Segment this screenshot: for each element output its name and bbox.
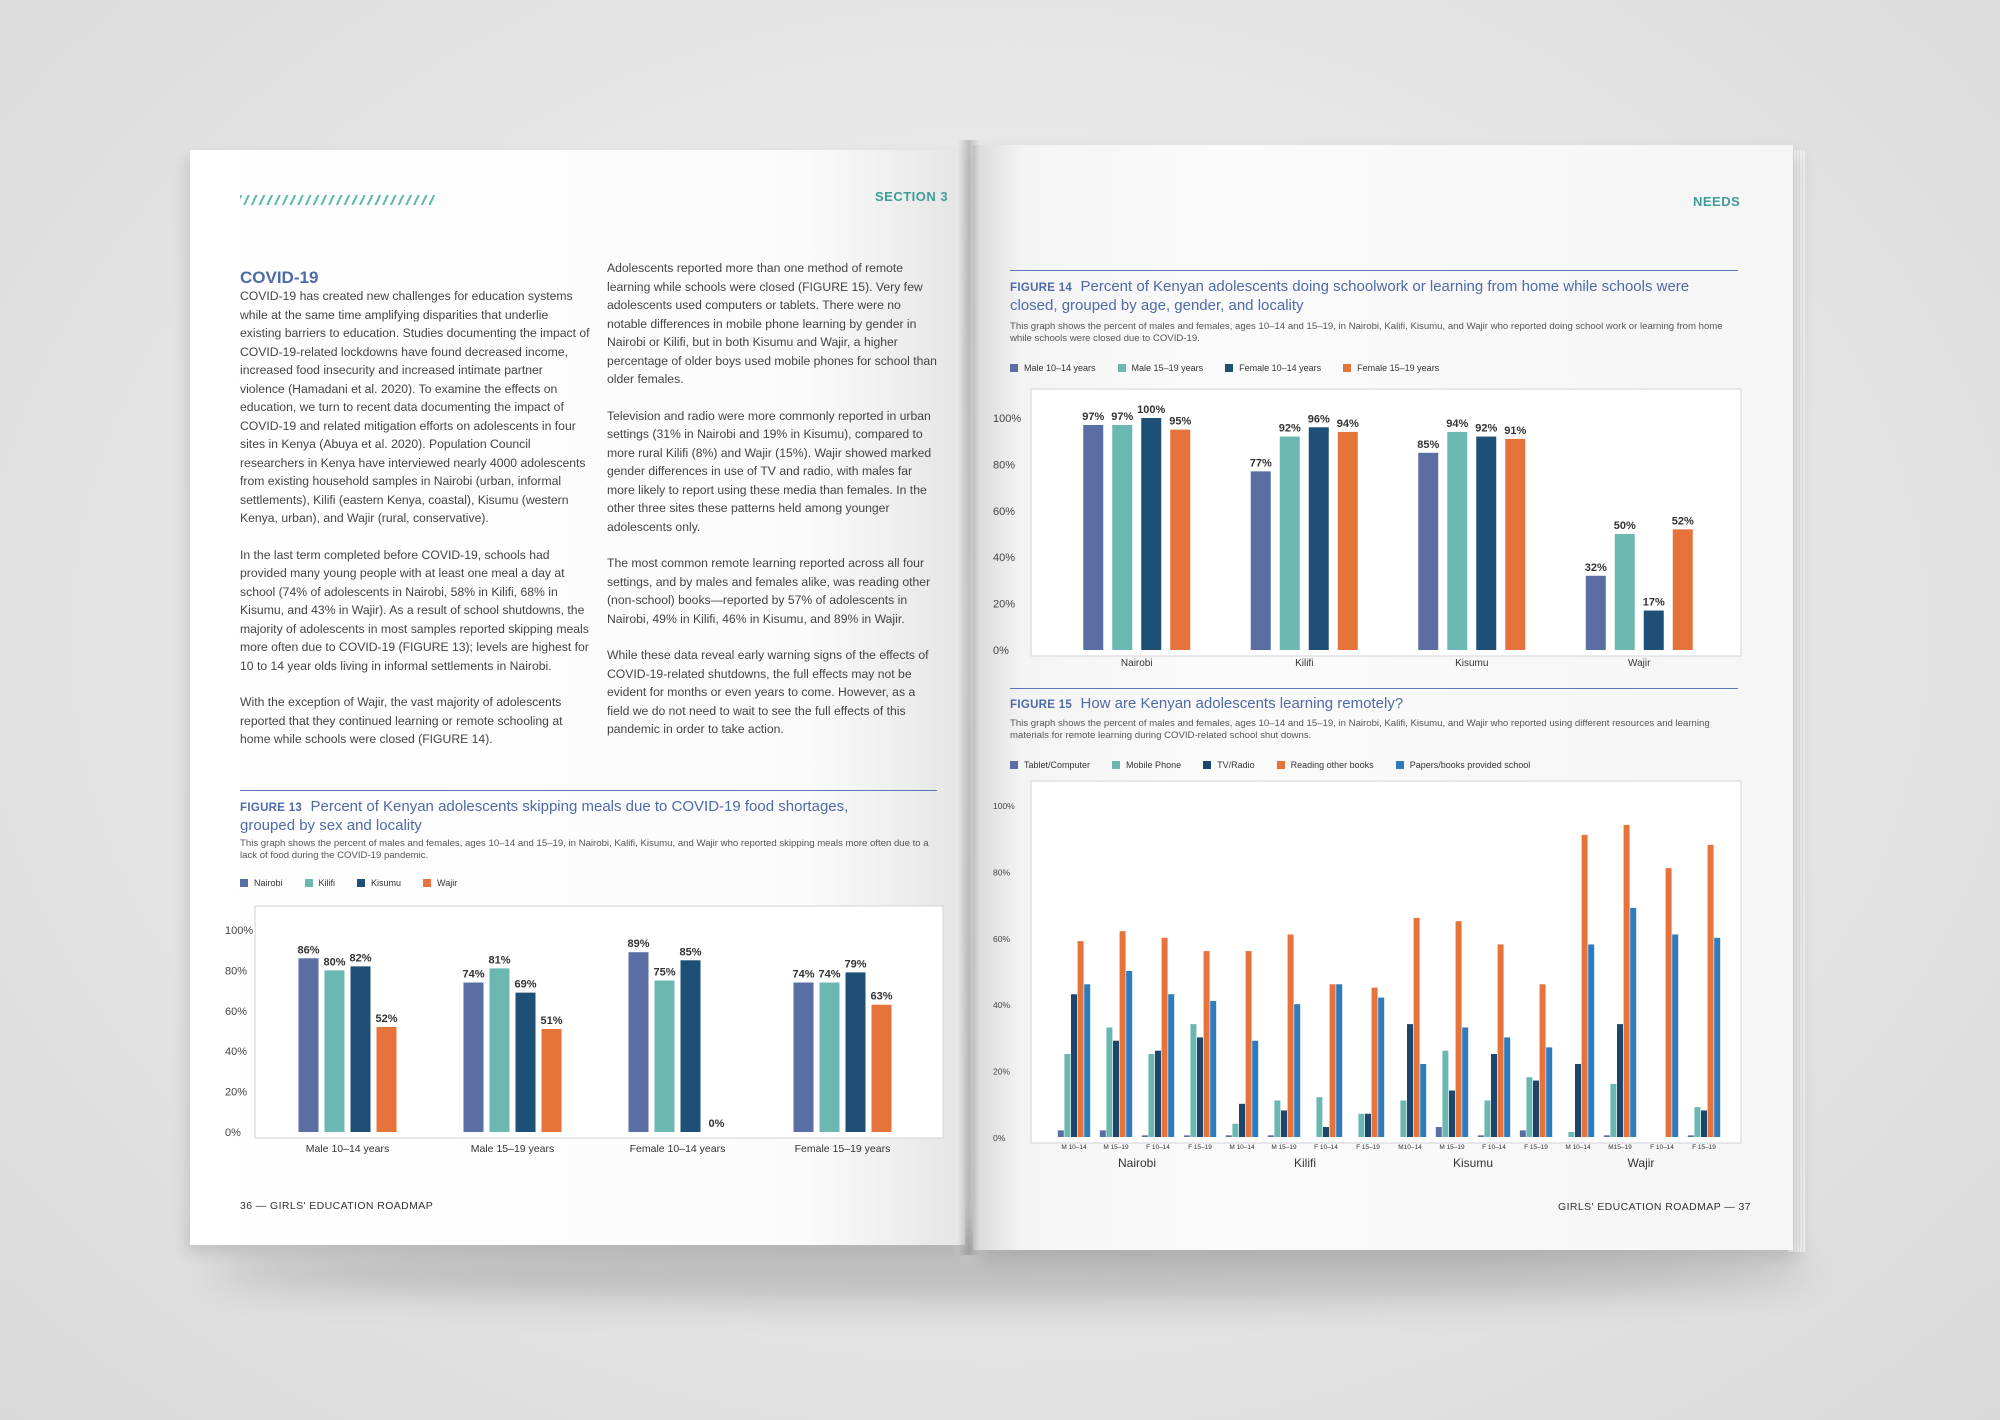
figure-divider bbox=[240, 790, 937, 791]
data-label: 85% bbox=[1417, 438, 1440, 451]
figure13-legend bbox=[240, 878, 457, 888]
legend-label: Kisumu bbox=[371, 878, 402, 888]
bar-mobile-phone-m-10-14 bbox=[1064, 1054, 1070, 1137]
bar-tablet-computer-m-10-14 bbox=[1226, 1135, 1232, 1137]
bar-nairobi-male-15-19-years bbox=[464, 983, 484, 1132]
bar-reading-other-books-f-15-19 bbox=[1204, 951, 1210, 1137]
category-label: F 10–14 bbox=[1146, 1144, 1170, 1151]
book-gutter bbox=[958, 140, 980, 1255]
bar-tablet-computer-f-15-19 bbox=[1184, 1135, 1190, 1137]
legend-item-papers-books-provided-school bbox=[1396, 760, 1531, 770]
left-footer: 36 — GIRLS' EDUCATION ROADMAP bbox=[240, 1200, 434, 1212]
data-label: 95% bbox=[1169, 415, 1192, 428]
category-label: M10–14 bbox=[1398, 1144, 1422, 1151]
data-label: 74% bbox=[818, 968, 841, 981]
data-label: 69% bbox=[514, 978, 537, 991]
figure13-description: This graph shows the percent of males and females, ages 10–14 and 15–19, in Nairobi, Kalifi, Kisumu, and Wajir who reported skipping meals more often due to a lack of food during the COVID-19 pandemic. bbox=[240, 838, 929, 861]
figure14-description: This graph shows the percent of males and females, ages 10–14 and 15–19, in Nairobi, Kalifi, Kisumu, and Wajir who reported doing school work or learning from home while schools were closed due to COVID-19. bbox=[1010, 321, 1723, 344]
bar-reading-other-books-m-15-19 bbox=[1288, 934, 1294, 1137]
bar-reading-other-books-f-15-19 bbox=[1372, 988, 1378, 1137]
bar-reading-other-books-m-15-19 bbox=[1120, 931, 1126, 1137]
bar-tv-radio-m-15-19 bbox=[1113, 1041, 1119, 1137]
bar-mobile-phone-f-10-14 bbox=[1316, 1097, 1322, 1137]
y-tick-label: 0% bbox=[225, 1127, 241, 1139]
legend-label: Kilifi bbox=[318, 878, 336, 888]
category-label: Male 10–14 years bbox=[305, 1143, 390, 1155]
paragraph: COVID-19 has created new challenges for education systems while at the same time amplifying disparities that underlie existing barriers to education. Studies documenting the impact of COVID-19-related lockdowns have found decreased income, increased food insecurity and increased intimate partner violence (Hamadani et al. 2020). To examine the effects on education, we turn to recent data documenting the impact of COVID-19 and related mitigation efforts on adolescents in four sites in Kenya (Abuya et al. 2020). Population Council researchers in Kenya have interviewed nearly 4000 adolescents from existing household samples in Nairobi (urban, informal settlements), Kilifi (eastern Kenya, coastal), Kisumu (western Kenya, urban), and Wajir (rural, conservative). bbox=[240, 289, 590, 525]
decorative-hatch bbox=[240, 195, 435, 205]
legend-item-kisumu bbox=[357, 878, 401, 888]
bar-mobile-phone-m-15-19 bbox=[1274, 1100, 1280, 1137]
figure-label: FIGURE 14 bbox=[1010, 282, 1073, 294]
paragraph: In the last term completed before COVID-19, schools had provided many young people with at least one meal a day at school (74% of adolescents in Nairobi, 58% in Kilifi, 68% in Kisumu, and 43% in Wajir). As a result of school shutdowns, the majority of adolescents in most samples reported skipping meals more often due to COVID-19 (FIGURE 13); levels are highest for 10 to 14 year olds living in informal settlements in Nairobi. bbox=[240, 547, 589, 673]
legend-label: Reading other books bbox=[1290, 760, 1374, 770]
bar-female-10-14-years-kisumu bbox=[1476, 437, 1496, 650]
figure-divider bbox=[1010, 688, 1738, 689]
bar-kisumu-male-10-14-years bbox=[351, 966, 371, 1132]
legend-swatch bbox=[1203, 761, 1211, 769]
figure14-legend bbox=[1010, 363, 1439, 373]
bar-papers-books-provided-school-f-15-19 bbox=[1714, 938, 1720, 1137]
legend-swatch bbox=[1010, 364, 1018, 372]
data-label: 91% bbox=[1504, 424, 1527, 437]
bar-mobile-phone-f-15-19 bbox=[1190, 1024, 1196, 1137]
legend-swatch bbox=[423, 879, 431, 887]
bar-male-10-14-years-kisumu bbox=[1418, 453, 1438, 650]
bar-mobile-phone-f-15-19 bbox=[1358, 1114, 1364, 1137]
category-label: M 15–19 bbox=[1103, 1144, 1129, 1151]
bar-papers-books-provided-school-m-10-14 bbox=[1588, 944, 1594, 1137]
bar-reading-other-books-m-10-14 bbox=[1582, 835, 1588, 1137]
category-label: M 10–14 bbox=[1061, 1144, 1087, 1151]
bar-wajir-male-10-14-years bbox=[377, 1027, 397, 1132]
y-tick-label: 60% bbox=[993, 933, 1011, 944]
category-label: M 10–14 bbox=[1565, 1144, 1591, 1151]
bar-papers-books-provided-school-m-10-14 bbox=[1084, 984, 1090, 1137]
left-column-text bbox=[240, 287, 590, 767]
bar-male-10-14-years-kilifi bbox=[1251, 471, 1271, 650]
legend-item-reading-other-books bbox=[1277, 760, 1374, 770]
bar-reading-other-books-f-15-19 bbox=[1540, 984, 1546, 1137]
bar-tv-radio-f-15-19 bbox=[1365, 1114, 1371, 1137]
group-label: Kilifi bbox=[1293, 1156, 1317, 1170]
data-label: 79% bbox=[844, 958, 867, 971]
legend-item-female-10-14-years bbox=[1225, 363, 1321, 373]
bar-kisumu-female-10-14-years bbox=[681, 960, 701, 1132]
bar-male-15-19-years-nairobi bbox=[1112, 425, 1132, 650]
bar-female-10-14-years-wajir bbox=[1644, 611, 1664, 650]
bar-tv-radio-m-10-14 bbox=[1071, 994, 1077, 1137]
legend-item-wajir bbox=[423, 878, 457, 888]
category-label: Female 15–19 years bbox=[794, 1143, 891, 1155]
legend-swatch bbox=[1277, 761, 1285, 769]
covid-heading: COVID-19 bbox=[240, 268, 319, 287]
legend-label: Male 15–19 years bbox=[1131, 363, 1204, 373]
figure-label: FIGURE 13 bbox=[240, 802, 303, 814]
bar-wajir-male-15-19-years bbox=[542, 1029, 562, 1132]
y-tick-label: 0% bbox=[993, 1133, 1006, 1143]
data-label: 92% bbox=[1475, 422, 1498, 435]
bar-mobile-phone-f-10-14 bbox=[1148, 1054, 1154, 1137]
legend-swatch bbox=[1343, 364, 1351, 372]
data-label: 80% bbox=[323, 956, 346, 969]
bar-reading-other-books-f-10-14 bbox=[1330, 984, 1336, 1137]
right-footer: GIRLS' EDUCATION ROADMAP — 37 bbox=[1558, 1201, 1751, 1213]
bar-nairobi-male-10-14-years bbox=[299, 958, 319, 1132]
legend-item-kilifi bbox=[305, 878, 336, 888]
bar-tv-radio-f-15-19 bbox=[1533, 1081, 1539, 1137]
figure15-legend bbox=[1010, 760, 1530, 770]
data-label: 50% bbox=[1613, 520, 1636, 532]
bar-papers-books-provided-school-m-15-19 bbox=[1462, 1027, 1468, 1137]
bar-kilifi-female-15-19-years bbox=[820, 983, 840, 1132]
data-label: 97% bbox=[1111, 410, 1134, 423]
bar-female-15-19-years-nairobi bbox=[1170, 430, 1190, 650]
figure15-description: This graph shows the percent of males and females, ages 10–14 and 15–19, in Nairobi, Kalifi, Kisumu, and Wajir who reported using different resources and learning materials for remote learning during COVID-related school shut downs. bbox=[1010, 718, 1710, 741]
category-label: F 15–19 bbox=[1524, 1144, 1548, 1151]
bar-tablet-computer-m15-19 bbox=[1604, 1135, 1610, 1137]
bar-nairobi-female-10-14-years bbox=[629, 952, 649, 1132]
bar-tv-radio-m-10-14 bbox=[1239, 1104, 1245, 1137]
figure-title-text: How are Kenyan adolescents learning remotely? bbox=[1080, 695, 1404, 712]
data-label: 63% bbox=[870, 990, 893, 1003]
data-label: 94% bbox=[1446, 417, 1469, 430]
data-label: 74% bbox=[462, 968, 485, 981]
bar-tv-radio-f-15-19 bbox=[1701, 1110, 1707, 1137]
bar-papers-books-provided-school-f-10-14 bbox=[1336, 984, 1342, 1137]
data-label: 92% bbox=[1278, 422, 1301, 435]
bar-reading-other-books-m-10-14 bbox=[1246, 951, 1252, 1137]
y-tick-label: 100% bbox=[993, 801, 1015, 811]
data-label: 74% bbox=[792, 968, 815, 981]
y-tick-label: 20% bbox=[993, 1066, 1011, 1077]
bar-reading-other-books-f-10-14 bbox=[1666, 868, 1672, 1137]
category-label: F 10–14 bbox=[1650, 1144, 1674, 1151]
bar-papers-books-provided-school-f-15-19 bbox=[1210, 1001, 1216, 1137]
bar-papers-books-provided-school-m-10-14 bbox=[1252, 1041, 1258, 1137]
y-tick-label: 40% bbox=[993, 1000, 1011, 1011]
category-label: Kisumu bbox=[1455, 658, 1489, 669]
bar-reading-other-books-f-15-19 bbox=[1708, 845, 1714, 1137]
bar-male-10-14-years-wajir bbox=[1586, 576, 1606, 650]
data-label: 77% bbox=[1249, 457, 1272, 470]
paragraph: While these data reveal early warning signs of the effects of COVID-19-related shutdowns, the full effects may not be evident for months or even years to come. However, as a field we do not need to wait to see the full effects of this pandemic in order to take action. bbox=[607, 648, 929, 736]
bar-tablet-computer-f-10-14 bbox=[1142, 1135, 1148, 1137]
y-tick-label: 100% bbox=[225, 925, 254, 937]
bar-tablet-computer-m-15-19 bbox=[1268, 1135, 1274, 1137]
legend-item-tablet-computer bbox=[1010, 760, 1090, 770]
bar-wajir-female-15-19-years bbox=[872, 1005, 892, 1132]
bar-reading-other-books-m15-19 bbox=[1624, 825, 1630, 1137]
bar-mobile-phone-f-15-19 bbox=[1694, 1107, 1700, 1137]
legend-swatch bbox=[240, 879, 248, 887]
category-label: M15–19 bbox=[1608, 1144, 1632, 1151]
bar-reading-other-books-m10-14 bbox=[1414, 918, 1420, 1137]
legend-label: Wajir bbox=[437, 878, 458, 888]
legend-swatch bbox=[1225, 364, 1233, 372]
right-page bbox=[973, 145, 1793, 1250]
bar-female-10-14-years-nairobi bbox=[1141, 418, 1161, 650]
bar-kilifi-female-10-14-years bbox=[655, 981, 675, 1133]
category-label: Kilifi bbox=[1295, 658, 1314, 669]
category-label: F 10–14 bbox=[1314, 1144, 1338, 1151]
bar-papers-books-provided-school-f-10-14 bbox=[1504, 1037, 1510, 1137]
bar-reading-other-books-m-15-19 bbox=[1456, 921, 1462, 1137]
legend-label: TV/Radio bbox=[1217, 760, 1255, 770]
legend-item-mobile-phone bbox=[1112, 760, 1181, 770]
category-label: F 15–19 bbox=[1188, 1144, 1212, 1151]
bar-mobile-phone-m15-19 bbox=[1610, 1084, 1616, 1137]
legend-label: Female 10–14 years bbox=[1239, 363, 1322, 373]
y-tick-label: 0% bbox=[993, 645, 1009, 657]
bar-mobile-phone-f-10-14 bbox=[1484, 1100, 1490, 1137]
bar-male-15-19-years-kilifi bbox=[1280, 437, 1300, 650]
legend-label: Nairobi bbox=[254, 878, 283, 888]
bar-papers-books-provided-school-f-10-14 bbox=[1168, 994, 1174, 1137]
figure14-chart bbox=[993, 383, 1743, 678]
bar-tablet-computer-f-15-19 bbox=[1520, 1130, 1526, 1137]
data-label: 75% bbox=[653, 966, 676, 979]
bar-papers-books-provided-school-f-15-19 bbox=[1546, 1047, 1552, 1137]
legend-label: Female 15–19 years bbox=[1357, 363, 1440, 373]
bar-tv-radio-f-10-14 bbox=[1155, 1051, 1161, 1137]
figure13-chart bbox=[225, 900, 945, 1162]
category-label: Wajir bbox=[1628, 658, 1651, 669]
right-column-text bbox=[607, 259, 937, 757]
figure14-title bbox=[1010, 278, 1740, 314]
y-tick-label: 60% bbox=[993, 505, 1016, 518]
bar-tv-radio-m15-19 bbox=[1617, 1024, 1623, 1137]
legend-item-male-10-14-years bbox=[1010, 363, 1096, 373]
y-tick-label: 20% bbox=[993, 598, 1016, 611]
data-label: 32% bbox=[1584, 561, 1607, 574]
bar-mobile-phone-m-15-19 bbox=[1106, 1027, 1112, 1137]
y-tick-label: 80% bbox=[993, 867, 1011, 878]
bar-female-15-19-years-wajir bbox=[1673, 529, 1693, 650]
bar-tv-radio-m-15-19 bbox=[1281, 1110, 1287, 1137]
data-label: 96% bbox=[1307, 413, 1330, 426]
legend-swatch bbox=[305, 879, 313, 887]
y-tick-label: 80% bbox=[993, 459, 1016, 472]
data-label: 86% bbox=[297, 944, 320, 957]
figure15-chart bbox=[993, 775, 1743, 1185]
bar-kilifi-male-15-19-years bbox=[490, 968, 510, 1132]
data-label: 0% bbox=[708, 1118, 725, 1130]
figure-title-text: Percent of Kenyan adolescents skipping meals due to COVID-19 food shortages, grouped by sex and locality bbox=[240, 798, 849, 834]
group-label: Kisumu bbox=[1452, 1156, 1494, 1170]
legend-label: Mobile Phone bbox=[1126, 760, 1182, 770]
bar-papers-books-provided-school-f-10-14 bbox=[1672, 934, 1678, 1137]
y-tick-label: 100% bbox=[993, 413, 1022, 425]
data-label: 97% bbox=[1082, 410, 1105, 423]
bar-papers-books-provided-school-m15-19 bbox=[1630, 908, 1636, 1137]
figure15-title bbox=[1010, 695, 1740, 714]
bar-female-15-19-years-kisumu bbox=[1505, 439, 1525, 650]
bar-female-15-19-years-kilifi bbox=[1338, 432, 1358, 650]
data-label: 81% bbox=[488, 954, 511, 967]
bar-male-15-19-years-wajir bbox=[1615, 534, 1635, 650]
bar-papers-books-provided-school-m-15-19 bbox=[1126, 971, 1132, 1137]
bar-male-15-19-years-kisumu bbox=[1447, 432, 1467, 650]
category-label: Female 10–14 years bbox=[629, 1143, 726, 1155]
bar-reading-other-books-f-10-14 bbox=[1498, 944, 1504, 1137]
data-label: 52% bbox=[1671, 515, 1694, 528]
category-label: F 15–19 bbox=[1356, 1144, 1380, 1151]
y-tick-label: 40% bbox=[225, 1046, 248, 1059]
bar-kilifi-male-10-14-years bbox=[325, 970, 345, 1132]
legend-swatch bbox=[1112, 761, 1120, 769]
bar-mobile-phone-f-15-19 bbox=[1526, 1077, 1532, 1137]
bar-tv-radio-m10-14 bbox=[1407, 1024, 1413, 1137]
legend-label: Male 10–14 years bbox=[1024, 363, 1096, 373]
group-label: Nairobi bbox=[1117, 1156, 1157, 1170]
bar-tv-radio-m-10-14 bbox=[1575, 1064, 1581, 1137]
section-label: NEEDS bbox=[1693, 194, 1741, 209]
bar-mobile-phone-m-10-14 bbox=[1568, 1132, 1574, 1137]
legend-swatch bbox=[1010, 761, 1018, 769]
bar-mobile-phone-m-10-14 bbox=[1232, 1124, 1238, 1137]
figure-label: FIGURE 15 bbox=[1010, 699, 1073, 711]
paragraph: With the exception of Wajir, the vast majority of adolescents reported that they continued learning or remote schooling at home while schools were closed (FIGURE 14). bbox=[240, 695, 563, 746]
bar-female-10-14-years-kilifi bbox=[1309, 427, 1329, 650]
bar-tv-radio-m-15-19 bbox=[1449, 1091, 1455, 1137]
legend-item-male-15-19-years bbox=[1118, 363, 1204, 373]
data-label: 100% bbox=[1137, 404, 1166, 416]
data-label: 89% bbox=[627, 938, 650, 951]
y-tick-label: 20% bbox=[225, 1086, 248, 1099]
bar-reading-other-books-f-10-14 bbox=[1162, 938, 1168, 1137]
paragraph: The most common remote learning reported across all four settings, and by males and females alike, was reading other (non-school) books—reported by 57% of adolescents in Nairobi, 49% in Kilifi, 46% in Kisumu, and 89% in Wajir. bbox=[607, 556, 931, 626]
left-page bbox=[190, 150, 965, 1245]
bar-nairobi-female-15-19-years bbox=[794, 983, 814, 1132]
data-label: 94% bbox=[1336, 417, 1359, 430]
bar-tv-radio-f-10-14 bbox=[1323, 1127, 1329, 1137]
bar-mobile-phone-m-15-19 bbox=[1442, 1051, 1448, 1137]
legend-item-tv-radio bbox=[1203, 760, 1255, 770]
figure13-title bbox=[240, 798, 900, 834]
bar-tablet-computer-f-15-19 bbox=[1688, 1135, 1694, 1137]
legend-swatch bbox=[357, 879, 365, 887]
bar-papers-books-provided-school-f-15-19 bbox=[1378, 998, 1384, 1137]
y-tick-label: 60% bbox=[225, 1005, 248, 1018]
paragraph: Television and radio were more commonly reported in urban settings (31% in Nairobi and 19% in Kisumu), compared to more rural Kilifi (8%) and Wajir (15%). Wajir showed marked gender differences in use of TV and radio, with males far more likely to report using these media than females. In the other three sites these patterns held among younger adolescents only. bbox=[607, 408, 932, 534]
legend-swatch bbox=[1118, 364, 1126, 372]
bar-mobile-phone-m10-14 bbox=[1400, 1100, 1406, 1137]
legend-label: Tablet/Computer bbox=[1024, 760, 1091, 770]
y-tick-label: 80% bbox=[225, 965, 248, 978]
bar-tv-radio-f-15-19 bbox=[1197, 1037, 1203, 1137]
bar-male-10-14-years-nairobi bbox=[1083, 425, 1103, 650]
category-label: M 15–19 bbox=[1271, 1144, 1297, 1151]
bar-tablet-computer-m-10-14 bbox=[1058, 1130, 1064, 1137]
legend-swatch bbox=[1396, 761, 1404, 769]
category-label: F 10–14 bbox=[1482, 1144, 1506, 1151]
bar-tablet-computer-m-15-19 bbox=[1100, 1130, 1106, 1137]
legend-item-nairobi bbox=[240, 878, 283, 888]
bar-papers-books-provided-school-m-15-19 bbox=[1294, 1004, 1300, 1137]
group-label: Wajir bbox=[1627, 1156, 1655, 1170]
legend-label: Papers/books provided school bbox=[1409, 760, 1531, 770]
bar-papers-books-provided-school-m10-14 bbox=[1420, 1064, 1426, 1137]
data-label: 85% bbox=[679, 946, 702, 959]
category-label: M 10–14 bbox=[1229, 1144, 1255, 1151]
bar-tablet-computer-m-15-19 bbox=[1436, 1127, 1442, 1137]
paragraph: Adolescents reported more than one method of remote learning while schools were closed (FIGURE 15). Very few adolescents used computers or tablets. There were no notable differences in mobile phone learning by gender in Nairobi or Kilifi, but in both Kisumu and Wajir, a higher percentage of older boys used mobile phones for school than older females. bbox=[607, 261, 937, 386]
data-label: 52% bbox=[375, 1012, 398, 1025]
category-label: M 15–19 bbox=[1439, 1144, 1465, 1151]
category-label: F 15–19 bbox=[1692, 1144, 1716, 1151]
category-label: Nairobi bbox=[1120, 658, 1153, 669]
y-tick-label: 40% bbox=[993, 552, 1016, 565]
bar-reading-other-books-m-10-14 bbox=[1078, 941, 1084, 1137]
data-label: 51% bbox=[540, 1014, 563, 1027]
bar-kisumu-female-15-19-years bbox=[846, 972, 866, 1132]
figure-title-text: Percent of Kenyan adolescents doing schoolwork or learning from home while schools were closed, grouped by age, gender, and locality bbox=[1010, 278, 1690, 314]
legend-item-female-15-19-years bbox=[1343, 363, 1439, 373]
bar-tablet-computer-f-10-14 bbox=[1478, 1135, 1484, 1137]
bar-tv-radio-f-10-14 bbox=[1491, 1054, 1497, 1137]
figure-divider bbox=[1010, 270, 1738, 271]
category-label: Male 15–19 years bbox=[470, 1143, 555, 1155]
bar-kisumu-male-15-19-years bbox=[516, 993, 536, 1132]
section-label: SECTION 3 bbox=[875, 189, 949, 204]
data-label: 82% bbox=[349, 952, 372, 965]
data-label: 17% bbox=[1642, 596, 1665, 609]
